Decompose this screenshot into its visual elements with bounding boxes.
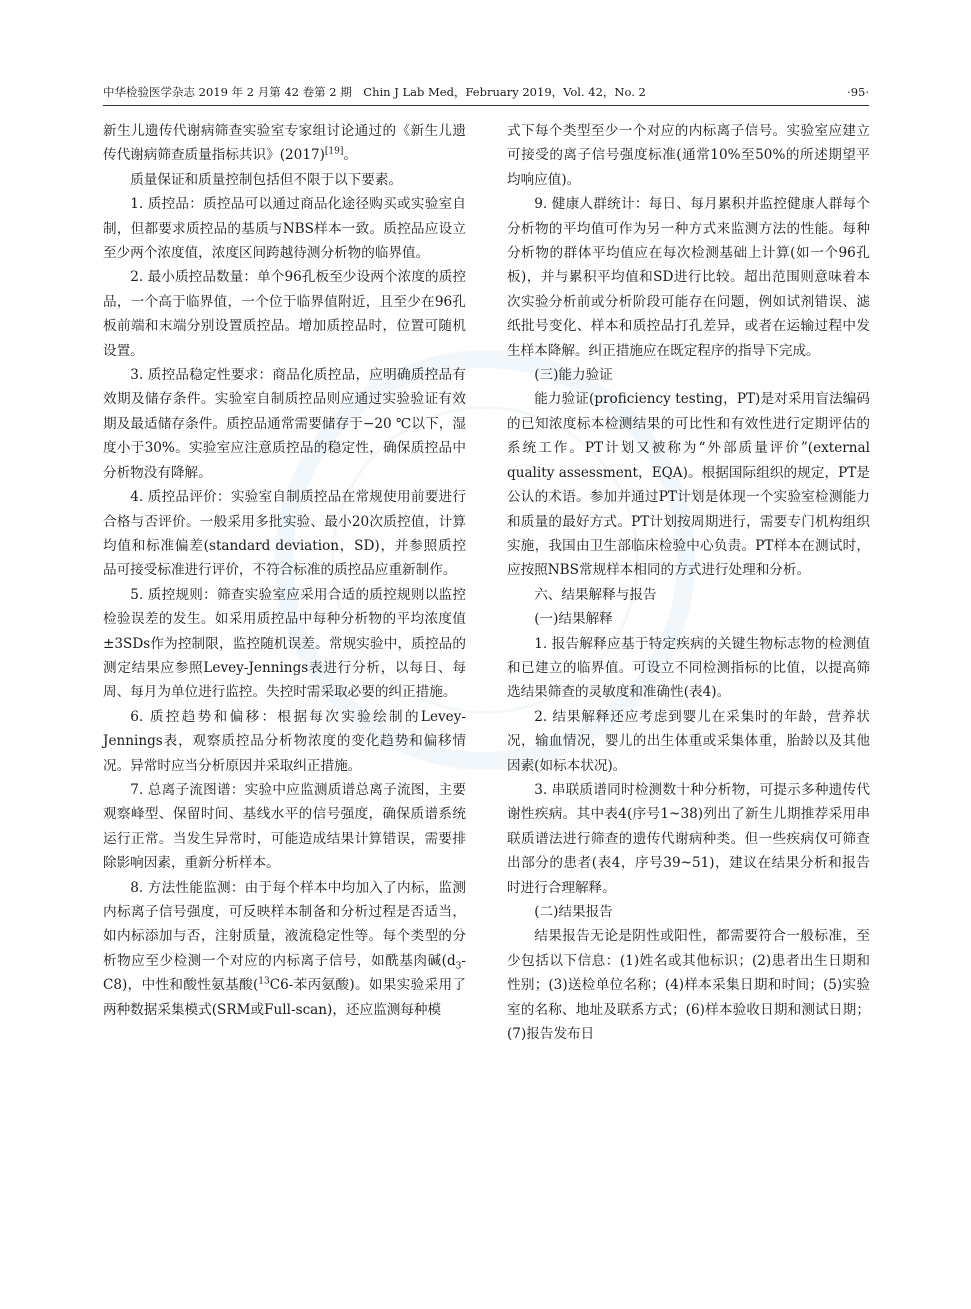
section-heading: 六、结果解释与报告	[534, 586, 657, 603]
section-heading: (三)能力验证	[534, 367, 613, 384]
paragraph: 3. 质控品稳定性要求：商品化质控品，应明确质控品有效期及储存条件。实验室自制质控品则应通过实验验证有效期及最适储存条件。质控品通常需要储存于−20 ℃以下，湿度小于30%。实验室应注意质控品的稳定性，确保质控品中分析物没有降解。	[103, 367, 466, 481]
section-heading: (二)结果报告	[534, 904, 613, 920]
paragraph: 8. 方法性能监测：由于每个样本中均加入了内标，监测内标离子信号强度，可反映样本制备和分析过程是否适当，如内标添加与否，注射质量，液流稳定性等。每个类型的分析物应至少检测一个对应的内标离子信号，如酰基肉碱$(d_3-C8)$，中性和酸性氨基酸($^{13}$C6-苯丙氨酸)。如果实验采用了两种数据采集模式(SRM或Full-scan)，还应监测每种模	[103, 879, 466, 1018]
paragraph: 质量保证和质量控制包括但不限于以下要素。	[130, 171, 403, 188]
paragraph: 9. 健康人群统计：每日、每月累积并监控健康人群每个分析物的平均值可作为另一种方式来监测方法的性能。每种分析物的群体平均值应在每次检测基础上计算(如一个96孔板)，并与累积平均值和SD进行比较。超出范围则意味着本次实验分析前或分析阶段可能存在问题，例如试剂错误、滤纸批号变化、样本和质控品打孔差异，或者在运输过程中发生样本降解。纠正措施应在既定程序的指导下完成。	[507, 196, 870, 359]
paragraph: 结果报告无论是阴性或阳性，都需要符合一般标准，至少包括以下信息：(1)姓名或其他标识；(2)患者出生日期和性别；(3)送检单位名称；(4)样本采集日期和时间；(5)实验室的名称、地址及联系方式；(6)样本验收日期和测试日期；(7)报告发布日	[507, 928, 870, 1043]
paragraph: 5. 质控规则：筛查实验室应采用合适的质控规则以监控检验误差的发生。如采用质控品中每种分析物的平均浓度值±3SDs作为控制限，监控随机误差。常规实验中，质控品的测定结果应参照Levey-Jennings表进行分析，以每日、每周、每月为单位进行监控。失控时需采取必要的纠正措施。	[103, 586, 466, 701]
paragraph: 2. 结果解释还应考虑到婴儿在采集时的年龄，营养状况，输血情况，婴儿的出生体重或采集体重，胎龄以及其他因素(如标本状况)。	[507, 708, 870, 774]
paragraph: 式下每个类型至少一个对应的内标离子信号。实验室应建立可接受的离子信号强度标准(通常10%至50%的所述期望平均响应值)。	[507, 123, 870, 188]
paragraph: 2. 最小质控品数量：单个96孔板至少设两个浓度的质控品，一个高于临界值，一个位于临界值附近，且至少在96孔板前端和末端分别设置质控品。增加质控品时，位置可随机设置。	[103, 269, 466, 359]
reference-marker: [19]	[324, 146, 344, 157]
section-heading: (一)结果解释	[534, 611, 613, 628]
paragraph: 4. 质控品评价：实验室自制质控品在常规使用前要进行合格与否评价。一般采用多批实验、最小20次质控值，计算均值和标准偏差(standard deviation，SD)，并参照质控品可接受标准进行评价，不符合标准的质控品应重新制作。	[103, 489, 466, 579]
paragraph: 能力验证(proficiency testing，PT)是对采用盲法编码的已知浓度标本检测结果的可比性和有效性进行定期评估的系统工作。PT计划又被称为“外部质量评价”(external quality assessment，EQA)。根据国际组织的规定，PT是公认的术语。参加并通过PT计划是体现一个实验室检测能力和质量的最好方式。PT计划按周期进行，需要专门机构组织实施，我国由卫生部临床检验中心负责。PT样本在测试时，应按照NBS常规样本相同的方式进行处理和分析。	[507, 391, 870, 579]
page-number: ·95·	[847, 85, 869, 99]
paragraph: 1. 报告解释应基于特定疾病的关键生物标志物的检测值和已建立的临界值。可设立不同检测指标的比值，以提高筛选结果筛查的灵敏度和准确性(表4)。	[507, 635, 870, 701]
paragraph: 7. 总离子流图谱：实验中应监测质谱总离子流图，主要观察峰型、保留时间、基线水平的信号强度，确保质谱系统运行正常。当发生异常时，可能造成结果计算错误，需要排除影响因素，重新分析样本。	[103, 781, 466, 872]
right-column	[507, 119, 870, 1046]
header-rule	[103, 105, 869, 106]
journal-citation: 中华检验医学杂志 2019 年 2 月第 42 卷第 2 期 Chin J Lab Med，February 2019，Vol. 42，No. 2	[103, 85, 646, 99]
left-column	[103, 119, 466, 1022]
paragraph: 3. 串联质谱同时检测数十种分析物，可提示多种遗传代谢性疾病。其中表4(序号1~38)列出了新生儿期推荐采用串联质谱法进行筛查的遗传代谢病种类。但一些疾病仅可筛查出部分的患者(表4，序号39~51)，建议在结果分析和报告时进行合理解释。	[507, 781, 870, 896]
running-header	[103, 82, 869, 102]
paragraph: 新生儿遗传代谢病筛查实验室专家组讨论通过的《新生儿遗传代谢病筛查质量指标共识》(2017)[19]。	[103, 123, 466, 164]
paragraph: 1. 质控品：质控品可以通过商品化途径购买或实验室自制，但都要求质控品的基质与NBS样本一致。质控品应设立至少两个浓度值，浓度区间跨越待测分析物的临界值。	[103, 196, 466, 262]
paragraph: 6. 质控趋势和偏移：根据每次实验绘制的Levey-Jennings表，观察质控品分析物浓度的变化趋势和偏移情况。异常时应当分析原因并采取纠正措施。	[103, 708, 466, 774]
